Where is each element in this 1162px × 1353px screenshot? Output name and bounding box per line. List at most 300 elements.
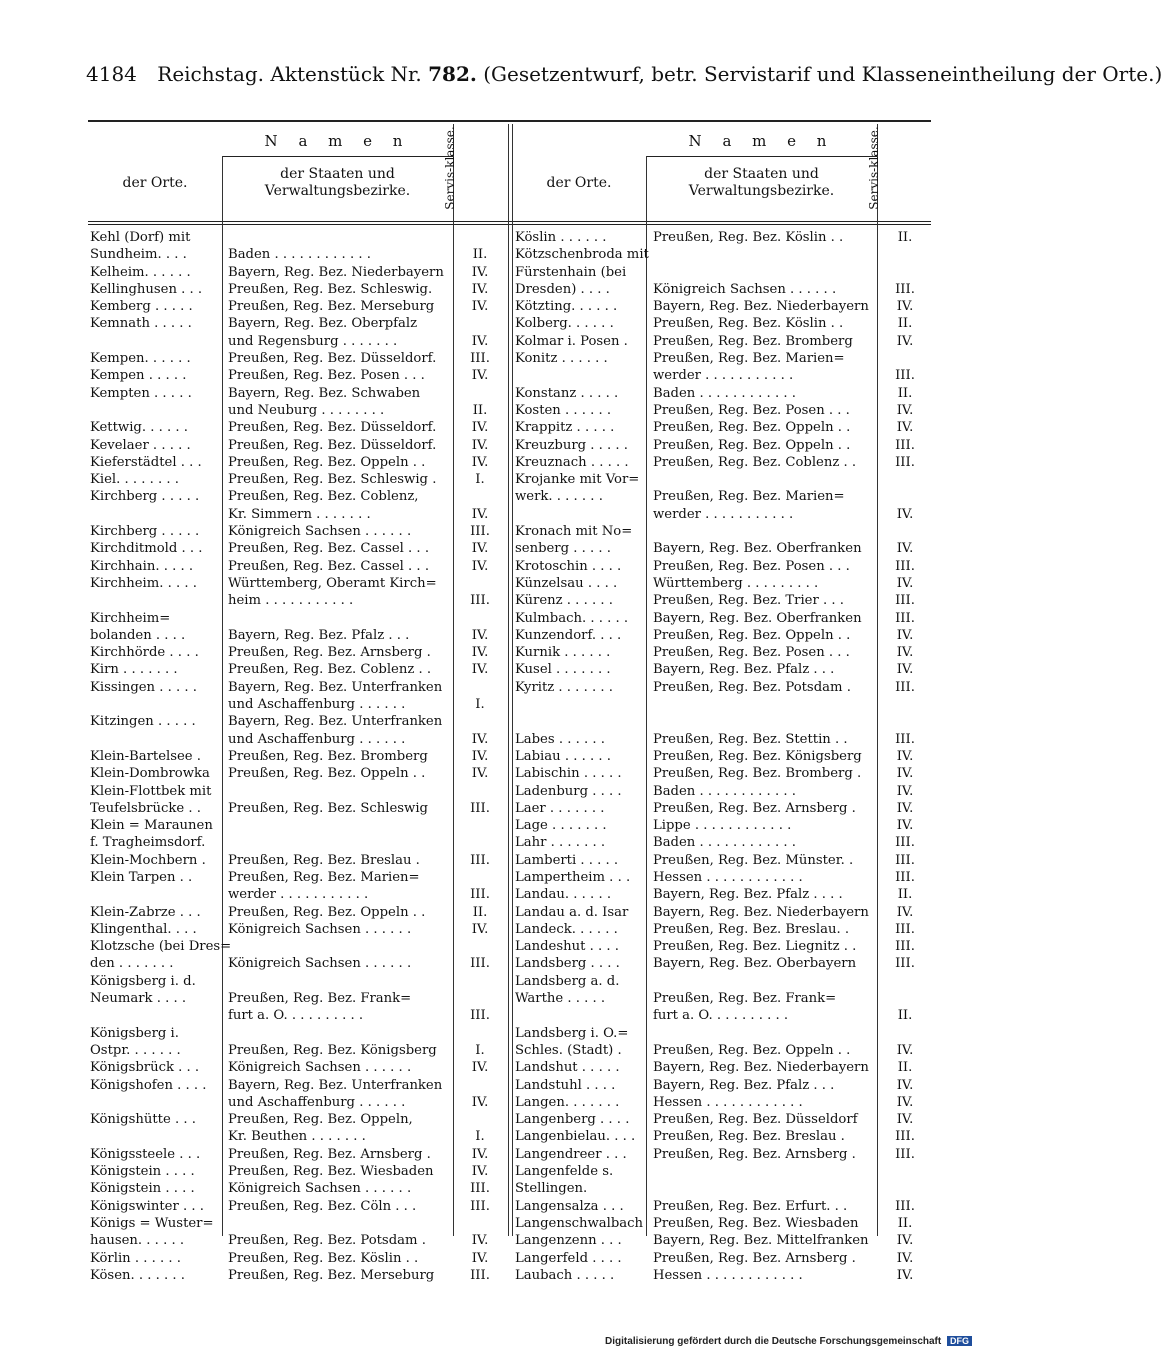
servis-class: IV.: [471, 1233, 489, 1249]
state-district: Bayern, Reg. Bez. Niederbayern: [653, 1060, 869, 1076]
state-district: Preußen, Reg. Bez. Oppeln . .: [228, 454, 426, 470]
place-name: Klein Tarpen . .: [90, 869, 193, 885]
servis-class: III.: [470, 1198, 490, 1214]
state-district: Preußen, Reg. Bez. Posen . . .: [653, 558, 850, 574]
table-row: [515, 731, 930, 748]
table-row: [515, 713, 930, 730]
staaten-heading-left: der Staaten und Verwaltungsbezirke.: [264, 166, 411, 199]
table-row: [515, 921, 930, 938]
table-row: [90, 385, 453, 402]
state-district: Preußen, Reg. Bez. Oppeln,: [228, 1112, 413, 1128]
state-district: Bayern, Reg. Bez. Niederbayern: [653, 904, 869, 920]
table-row: [515, 748, 930, 765]
state-district: Preußen, Reg. Bez. Marien=: [653, 489, 845, 505]
servis-class: IV.: [471, 558, 489, 574]
servis-class: IV.: [471, 766, 489, 782]
place-name: Königshofen . . . .: [90, 1077, 207, 1093]
place-name: Klein-Dombrowka: [90, 766, 210, 782]
place-name: Krojanke mit Vor=: [515, 472, 640, 488]
state-district: Preußen, Reg. Bez. Köslin . .: [653, 230, 844, 245]
table-row: [515, 1007, 930, 1024]
servis-class: IV.: [896, 333, 914, 349]
table-row: [515, 402, 930, 419]
state-district: Preußen, Reg. Bez. Oppeln . .: [653, 437, 851, 453]
header-title-prefix: Reichstag. Aktenstück Nr.: [157, 62, 422, 86]
table-row: [90, 852, 490, 869]
table-row: [515, 973, 930, 990]
table-row: [515, 1094, 930, 1111]
state-district: und Neuburg . . . . . . . .: [228, 402, 385, 418]
servis-class: IV.: [896, 1077, 914, 1093]
table-row: [515, 661, 930, 678]
servis-class: I.: [475, 1129, 485, 1145]
place-name: Königssteele . . .: [90, 1146, 201, 1162]
servis-class: III.: [895, 1146, 915, 1162]
place-name: Kiel. . . . . . . .: [90, 472, 179, 488]
state-district: Preußen, Reg. Bez. Düsseldorf.: [228, 351, 437, 367]
place-name: Kirchhörde . . . .: [90, 645, 199, 661]
place-name: Klein-Mochbern .: [90, 852, 206, 868]
place-name: Neumark . . . .: [90, 991, 187, 1007]
place-name: Klingenthal. . . .: [90, 921, 197, 937]
table-row: [515, 229, 930, 246]
servis-class: IV.: [471, 645, 489, 661]
place-name: Kettwig. . . . . .: [90, 420, 188, 436]
place-name: Kempen. . . . . .: [90, 351, 191, 367]
table-row: [90, 315, 453, 332]
table-row: [90, 592, 490, 609]
place-name: Lahr . . . . . . .: [515, 835, 606, 851]
table-row: [515, 1025, 930, 1042]
table-row: [90, 419, 489, 436]
servis-class: III.: [895, 869, 915, 885]
footer-text: Digitalisierung gefördert durch die Deutsche Forschungsgemeinschaft: [605, 1336, 942, 1347]
table-row: [90, 661, 489, 678]
table-row: [90, 1111, 453, 1128]
orte-heading-left: der Orte.: [122, 175, 188, 191]
servis-class: IV.: [471, 541, 489, 557]
state-district: Bayern, Reg. Bez. Niederbayern: [228, 264, 444, 280]
table-row: [90, 696, 485, 713]
table-row: [90, 817, 453, 834]
state-district: werder . . . . . . . . . . .: [653, 506, 794, 522]
place-name: Kempen . . . . .: [90, 368, 187, 384]
state-district: Bayern, Reg. Bez. Pfalz . . .: [653, 1077, 835, 1093]
header-title-suffix: (Gesetzentwurf, betr. Servistarif und Klasseneintheilung der Orte.): [483, 62, 1162, 86]
place-name: Königsberg i. d.: [90, 973, 196, 989]
servis-class: IV.: [471, 662, 489, 678]
place-name: Langensalza . . .: [515, 1198, 624, 1214]
footer-credit: [605, 1336, 972, 1347]
state-district: Hessen . . . . . . . . . . . .: [653, 869, 803, 885]
place-name: Kirchheim=: [90, 610, 171, 626]
state-district: Preußen, Reg. Bez. Arnsberg .: [653, 1146, 856, 1162]
table-row: [90, 488, 453, 505]
table-row: [90, 281, 489, 298]
state-district: Kr. Simmern . . . . . . .: [228, 506, 371, 522]
place-name: Landeck. . . . . .: [515, 921, 618, 937]
state-district: Baden . . . . . . . . . . . .: [653, 385, 796, 401]
table-row: [515, 1198, 930, 1215]
table-row: [90, 921, 489, 938]
place-name: Dresden) . . . .: [515, 281, 610, 297]
table-row: [515, 1250, 930, 1267]
servis-class: III.: [470, 800, 490, 816]
place-name: werk. . . . . . .: [515, 489, 603, 505]
servis-class: IV.: [896, 1094, 914, 1110]
state-district: Bayern, Reg. Bez. Oberfranken: [653, 541, 862, 557]
place-name: Landsberg a. d.: [515, 973, 620, 989]
table-row: [515, 1215, 930, 1232]
table-row: [90, 731, 489, 748]
table-row: [90, 644, 489, 661]
place-name: Kreuznach . . . . .: [515, 454, 629, 470]
state-district: Preußen, Reg. Bez. Oppeln . .: [653, 1042, 851, 1058]
servis-class: II.: [897, 385, 913, 401]
table-row: [515, 454, 930, 471]
table-row: [515, 1180, 930, 1197]
table-row: [515, 817, 930, 834]
servis-class: IV.: [896, 904, 914, 920]
servis-class: II.: [897, 230, 913, 245]
servis-class: II.: [897, 316, 913, 332]
state-district: Bayern, Reg. Bez. Oberpfalz: [228, 316, 418, 332]
table-row: [515, 315, 930, 332]
state-district: Preußen, Reg. Bez. Düsseldorf.: [228, 437, 437, 453]
state-district: Bayern, Reg. Bez. Pfalz . . . .: [653, 887, 843, 903]
place-name: Stellingen.: [515, 1181, 588, 1197]
state-district: Württemberg . . . . . . . . .: [653, 575, 819, 591]
servis-class: I.: [475, 697, 485, 713]
table-row: [90, 610, 453, 627]
place-name: Krotoschin . . . .: [515, 558, 622, 574]
place-name: Kürenz . . . . . .: [515, 593, 613, 609]
state-district: Preußen, Reg. Bez. Schleswig.: [228, 281, 433, 297]
place-name: Konitz . . . . . .: [515, 351, 608, 367]
table-row: [90, 298, 489, 315]
servis-class: IV.: [471, 1250, 489, 1266]
state-district: Preußen, Reg. Bez. Cassel . . .: [228, 558, 430, 574]
table-top-rule: [88, 120, 931, 122]
state-district: furt a. O. . . . . . . . . .: [653, 1008, 789, 1024]
place-name: Kelheim. . . . . .: [90, 264, 191, 280]
staaten-heading-right: der Staaten und Verwaltungsbezirke.: [688, 166, 835, 199]
place-name: Klein-Flottbek mit: [90, 783, 212, 799]
state-district: Preußen, Reg. Bez. Schleswig: [228, 800, 429, 816]
place-name: Kulmbach. . . . . .: [515, 610, 629, 626]
table-row: [90, 955, 490, 972]
state-district: Preußen, Reg. Bez. Wiesbaden: [653, 1215, 859, 1231]
place-name: Landsberg i. O.=: [515, 1025, 629, 1041]
state-district: Preußen, Reg. Bez. Arnsberg .: [228, 645, 431, 661]
state-district: Preußen, Reg. Bez. Frank=: [653, 991, 837, 1007]
place-name: Kösen. . . . . . .: [90, 1267, 185, 1283]
table-row: [515, 852, 930, 869]
servis-class: IV.: [896, 299, 914, 315]
servis-class: III.: [895, 454, 915, 470]
servis-class: III.: [895, 437, 915, 453]
servis-class: II.: [897, 887, 913, 903]
table-row: [90, 869, 453, 886]
table-row: [515, 1059, 930, 1076]
table-row: [515, 367, 930, 384]
servis-class: IV.: [896, 402, 914, 418]
state-district: Preußen, Reg. Bez. Schleswig .: [228, 472, 437, 488]
servis-class: IV.: [896, 575, 914, 591]
table-row: [515, 1267, 930, 1284]
table-row: [515, 540, 930, 557]
table-row: [90, 1180, 490, 1197]
servis-class: III.: [895, 1129, 915, 1145]
servis-class: III.: [895, 281, 915, 297]
table-row: [515, 419, 930, 436]
place-name: Schles. (Stadt) .: [515, 1042, 622, 1058]
klasse-heading-left: Servis-klasse.: [443, 126, 457, 210]
place-name: Landau a. d. Isar: [515, 904, 629, 920]
table-row: [515, 610, 930, 627]
table-row: [515, 679, 930, 696]
servis-class: III.: [895, 558, 915, 574]
servis-class: IV.: [896, 783, 914, 799]
state-district: Bayern, Reg. Bez. Unterfranken: [228, 714, 443, 730]
table-row: [515, 264, 930, 281]
state-district: furt a. O. . . . . . . . . .: [228, 1008, 364, 1024]
header-bottom-rule-2: [88, 224, 931, 225]
servis-class: IV.: [471, 281, 489, 297]
table-row: [515, 696, 930, 713]
table-row: [90, 246, 488, 263]
servis-class: II.: [897, 1060, 913, 1076]
place-name: Langen. . . . . . .: [515, 1094, 620, 1110]
place-name: Sundheim. . . .: [90, 247, 187, 263]
servis-class: I.: [475, 472, 485, 488]
place-name: Kreuzburg . . . . .: [515, 437, 629, 453]
place-name: Kirchhain. . . . .: [90, 558, 194, 574]
table-row: [90, 471, 485, 488]
right-table-body: [515, 229, 930, 1284]
table-row: [90, 229, 453, 246]
place-name: f. Tragheimsdorf.: [90, 835, 206, 851]
place-name: Lampertheim . . .: [515, 869, 631, 885]
state-district: Preußen, Reg. Bez. Merseburg: [228, 1267, 435, 1283]
state-district: Preußen, Reg. Bez. Breslau .: [228, 852, 420, 868]
state-district: Preußen, Reg. Bez. Oppeln . .: [653, 420, 851, 436]
state-district: Preußen, Reg. Bez. Liegnitz . .: [653, 939, 857, 955]
place-name: Langenbielau. . . .: [515, 1129, 636, 1145]
place-name: Warthe . . . . .: [515, 991, 606, 1007]
table-row: [90, 904, 488, 921]
namen-heading-left: N a m e n: [264, 132, 411, 150]
table-row: [90, 990, 453, 1007]
servis-class: III.: [470, 524, 490, 540]
place-name: Kevelaer . . . . .: [90, 437, 191, 453]
servis-class: IV.: [896, 1233, 914, 1249]
place-name: Kusel . . . . . . .: [515, 662, 611, 678]
place-name: Konstanz . . . . .: [515, 385, 619, 401]
servis-class: IV.: [471, 1164, 489, 1180]
place-name: Kötzting. . . . . .: [515, 299, 618, 315]
place-name: Königs = Wuster=: [90, 1215, 214, 1231]
state-district: Königreich Sachsen . . . . . .: [228, 1060, 412, 1076]
table-row: [90, 1077, 453, 1094]
servis-class: II.: [897, 1215, 913, 1231]
servis-class: IV.: [471, 437, 489, 453]
servis-class: IV.: [896, 420, 914, 436]
table-row: [90, 350, 490, 367]
place-name: Labischin . . . . .: [515, 766, 622, 782]
state-district: Bayern, Reg. Bez. Mittelfranken: [653, 1233, 869, 1249]
state-district: Preußen, Reg. Bez. Merseburg: [228, 299, 435, 315]
namen-rule-left: [222, 156, 453, 157]
servis-class: IV.: [471, 1060, 489, 1076]
servis-class: IV.: [471, 299, 489, 315]
state-district: Bayern, Reg. Bez. Unterfranken: [228, 679, 443, 695]
table-row: [90, 1163, 489, 1180]
state-district: Bayern, Reg. Bez. Pfalz . . .: [653, 662, 835, 678]
state-district: Preußen, Reg. Bez. Breslau .: [653, 1129, 845, 1145]
servis-class: II.: [472, 247, 488, 263]
table-row: [90, 783, 453, 800]
servis-class: IV.: [896, 1112, 914, 1128]
place-name: Köslin . . . . . .: [515, 230, 607, 245]
state-district: Preußen, Reg. Bez. Köslin . .: [653, 316, 844, 332]
place-name: Königshütte . . .: [90, 1112, 196, 1128]
table-row: [515, 298, 930, 315]
table-row: [515, 783, 930, 800]
table-row: [90, 1232, 489, 1249]
state-district: Preußen, Reg. Bez. Oppeln . .: [653, 627, 851, 643]
table-row: [515, 281, 930, 298]
place-name: Körlin . . . . . .: [90, 1250, 181, 1266]
state-district: Preußen, Reg. Bez. Posen . . .: [653, 645, 850, 661]
servis-class: III.: [895, 731, 915, 747]
place-name: Laubach . . . . .: [515, 1267, 615, 1283]
klasse-heading-right: Servis-klasse.: [867, 126, 881, 210]
table-row: [515, 385, 930, 402]
place-name: Kosten . . . . . .: [515, 402, 612, 418]
table-row: [515, 523, 930, 540]
state-district: und Aschaffenburg . . . . . .: [228, 731, 406, 747]
state-district: Preußen, Reg. Bez. Arnsberg .: [228, 1146, 431, 1162]
servis-class: IV.: [471, 731, 489, 747]
servis-class: IV.: [471, 454, 489, 470]
table-row: [90, 1094, 489, 1111]
place-name: Lamberti . . . . .: [515, 852, 619, 868]
servis-class: III.: [895, 956, 915, 972]
place-name: Langenschwalbach: [515, 1215, 644, 1231]
col-rule: [453, 124, 454, 1236]
place-name: Lage . . . . . . .: [515, 818, 607, 834]
state-district: Hessen . . . . . . . . . . . .: [653, 1094, 803, 1110]
state-district: Preußen, Reg. Bez. Stettin . .: [653, 731, 848, 747]
table-row: [90, 1042, 485, 1059]
servis-class: IV.: [896, 506, 914, 522]
table-row: [515, 627, 930, 644]
place-name: Klotzsche (bei Dres=: [90, 939, 232, 955]
place-name: Kurnik . . . . . .: [515, 645, 611, 661]
namen-rule-right: [646, 156, 877, 157]
place-name: Landsberg . . . .: [515, 956, 620, 972]
state-district: Baden . . . . . . . . . . . .: [228, 247, 371, 263]
table-row: [90, 454, 489, 471]
place-name: den . . . . . . .: [90, 956, 174, 972]
servis-class: III.: [895, 921, 915, 937]
servis-class: IV.: [896, 800, 914, 816]
place-name: Labes . . . . . .: [515, 731, 605, 747]
table-row: [515, 1146, 930, 1163]
table-row: [90, 938, 453, 955]
state-district: Bayern, Reg. Bez. Unterfranken: [228, 1077, 443, 1093]
place-name: Fürstenhain (bei: [515, 264, 627, 280]
state-district: Preußen, Reg. Bez. Bromberg .: [653, 766, 862, 782]
table-row: [90, 713, 453, 730]
state-district: Hessen . . . . . . . . . . . .: [653, 1267, 803, 1283]
servis-class: IV.: [896, 748, 914, 764]
servis-class: IV.: [471, 1094, 489, 1110]
table-row: [90, 437, 489, 454]
place-name: senberg . . . . .: [515, 541, 611, 557]
servis-class: IV.: [896, 541, 914, 557]
table-row: [90, 540, 489, 557]
col-rule: [512, 124, 513, 1236]
servis-class: III.: [895, 610, 915, 626]
place-name: Kieferstädtel . . .: [90, 454, 202, 470]
state-district: Preußen, Reg. Bez. Cöln . . .: [228, 1198, 417, 1214]
place-name: Kirchditmold . . .: [90, 541, 203, 557]
servis-class: IV.: [896, 818, 914, 834]
state-district: Preußen, Reg. Bez. Posen . . .: [653, 402, 850, 418]
place-name: Kellinghusen . . .: [90, 281, 203, 297]
left-table-body: [90, 229, 490, 1284]
state-district: Preußen, Reg. Bez. Köslin . .: [228, 1250, 419, 1266]
servis-class: III.: [895, 939, 915, 955]
state-district: Preußen, Reg. Bez. Königsberg: [228, 1042, 437, 1058]
servis-class: IV.: [896, 766, 914, 782]
servis-class: IV.: [471, 368, 489, 384]
place-name: Langendreer . . .: [515, 1146, 627, 1162]
place-name: Teufelsbrücke . .: [90, 800, 201, 816]
table-row: [515, 471, 930, 488]
servis-class: III.: [470, 887, 490, 903]
place-name: Kissingen . . . . .: [90, 679, 197, 695]
servis-class: II.: [472, 402, 488, 418]
table-row: [90, 627, 489, 644]
state-district: Königreich Sachsen . . . . . .: [228, 956, 412, 972]
place-name: hausen. . . . . .: [90, 1233, 185, 1249]
table-row: [90, 800, 490, 817]
table-row: [90, 1267, 490, 1284]
place-name: Künzelsau . . . .: [515, 575, 618, 591]
dfg-logo: DFG: [947, 1336, 972, 1346]
servis-class: III.: [895, 852, 915, 868]
servis-class: III.: [895, 368, 915, 384]
table-row: [90, 1128, 485, 1145]
place-name: Landau. . . . . .: [515, 887, 612, 903]
place-name: Königstein . . . .: [90, 1181, 195, 1197]
state-district: Preußen, Reg. Bez. Oppeln . .: [228, 904, 426, 920]
state-district: Preußen, Reg. Bez. Münster. .: [653, 852, 854, 868]
place-name: Kitzingen . . . . .: [90, 714, 196, 730]
state-district: Kr. Beuthen . . . . . . .: [228, 1129, 366, 1145]
namen-heading-right: N a m e n: [688, 132, 835, 150]
place-name: Ladenburg . . . .: [515, 783, 622, 799]
table-row: [90, 886, 490, 903]
place-name: Landstuhl . . . .: [515, 1077, 616, 1093]
orte-heading-right: der Orte.: [546, 175, 612, 191]
state-district: Bayern, Reg. Bez. Oberfranken: [653, 610, 862, 626]
state-district: Preußen, Reg. Bez. Breslau. .: [653, 921, 850, 937]
state-district: Preußen, Reg. Bez. Posen . . .: [228, 368, 425, 384]
